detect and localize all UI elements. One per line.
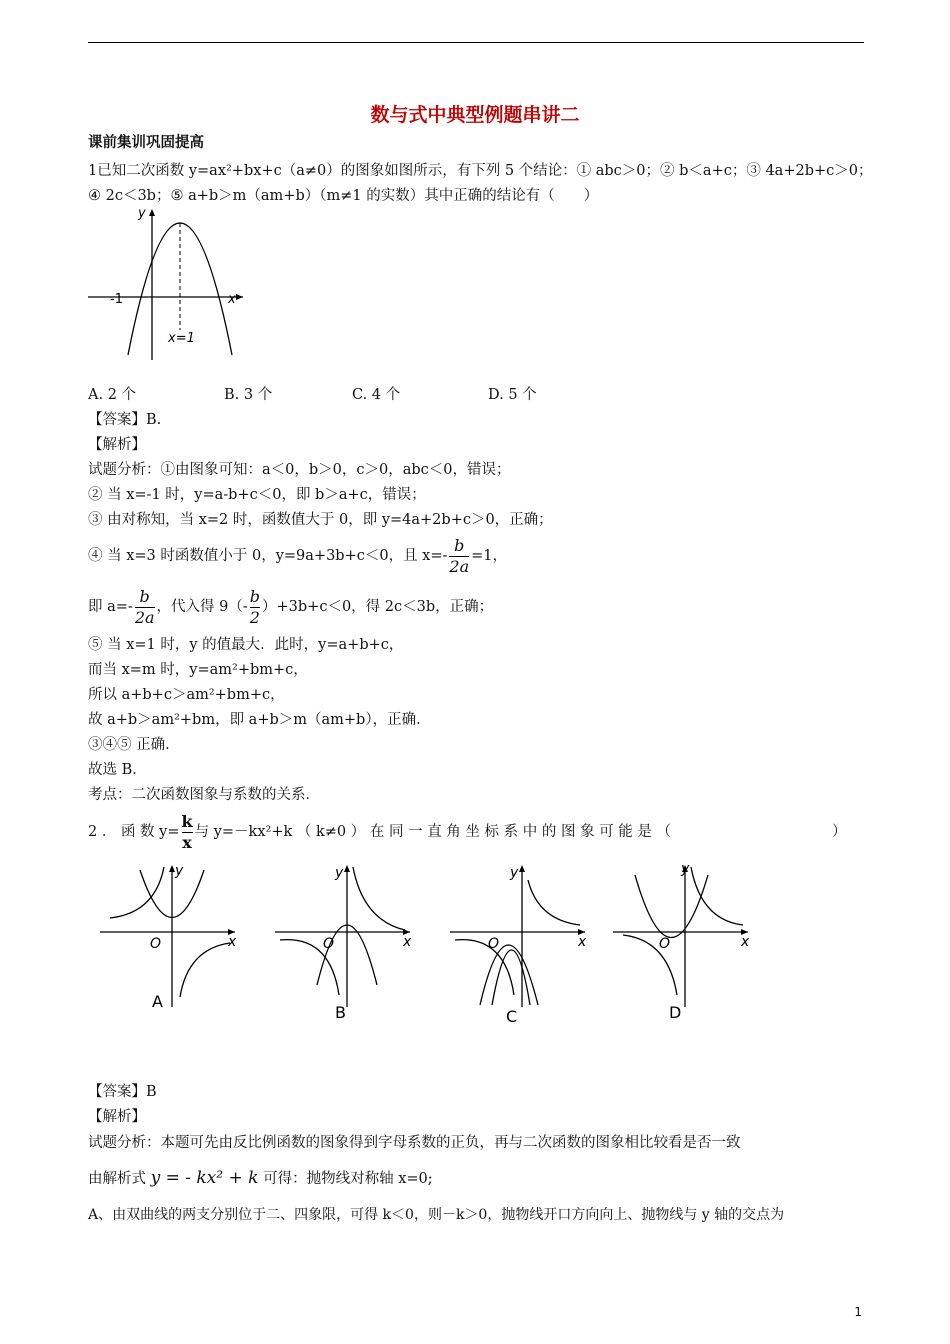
q1-analysis-5-pre: 即 a=- <box>88 599 133 615</box>
q1-option-c[interactable]: C. 4 个 <box>352 387 401 403</box>
frac-num: k <box>181 811 193 831</box>
q1-analysis-4-post: =1， <box>471 548 508 564</box>
axis-x-label: x <box>741 934 750 950</box>
q1-option-b[interactable]: B. 3 个 <box>224 387 273 403</box>
q2-graph-d[interactable] <box>613 861 750 1022</box>
q1-option-a[interactable]: A. 2 个 <box>88 387 137 403</box>
graph-label-b: B <box>335 1003 346 1022</box>
q1-y-label: y <box>138 206 146 221</box>
q1-analysis-7: 而当 x=m 时，y=am²+bm+c， <box>88 662 308 678</box>
frac-den: 2 <box>249 607 260 627</box>
frac-num: b <box>249 586 261 606</box>
q2-graph-a[interactable] <box>100 863 237 1011</box>
origin-label: O <box>488 936 500 952</box>
q2-analysis-2-post: 可得：抛物线对称轴 x=0; <box>263 1171 433 1187</box>
q2-analysis-1: 试题分析：本题可先由反比例函数的图象得到字母系数的正负，再与二次函数的图象相比较看是否一致 <box>88 1135 741 1151</box>
axis-x-label: x <box>403 934 412 950</box>
frac-den: 2a <box>134 607 155 627</box>
fraction-k-over-x <box>182 813 193 852</box>
q1-analysis-5-post: ）+3b+c＜0，得 2c＜3b，正确； <box>262 599 494 615</box>
q1-axis-label: x=1 <box>168 331 195 346</box>
q1-analysis-4-pre: ④ 当 x=3 时函数值小于 0，y=9a+3b+c＜0，且 x=- <box>88 548 448 564</box>
q2-answer: 【答案】B <box>88 1084 157 1100</box>
q1-line1: 1已知二次函数 y=ax²+bx+c（a≠0）的图象如图所示，有下列 5 个结论：① abc＞0；② b＜a+c；③ 4a+2b+c＞0； <box>88 163 873 179</box>
q1-analysis-6: ⑤ 当 x=1 时，y 的值最大．此时，y=a+b+c， <box>88 637 404 653</box>
q1-analysis-9: 故 a+b＞am²+bm，即 a+b＞m（am+b），正确． <box>88 712 431 728</box>
q2-analysis-heading: 【解析】 <box>88 1109 146 1125</box>
origin-label: O <box>323 936 335 952</box>
axis-x-label: x <box>228 934 237 950</box>
q2-analysis-3: A、由双曲线的两支分别位于二、四象限，可得 k＜0，则－k＞0，抛物线开口方向向上、抛物线与 y 轴的交点为 <box>88 1207 785 1223</box>
frac-den: 2a <box>449 556 470 576</box>
q2-stem-post: 与 y=－kx²+k （ k≠0 ） 在 同 一 直 角 坐 标 系 中 的 图 象 可 能 是 （ <box>194 824 672 840</box>
frac-den: x <box>182 832 192 852</box>
q1-analysis-5 <box>88 586 493 628</box>
q1-line2: ④ 2c＜3b；⑤ a+b＞m（am+b）（m≠1 的实数）其中正确的结论有（ ） <box>88 188 599 204</box>
q1-analysis-3: ③ 由对称知，当 x=2 时，函数值大于 0，即 y=4a+2b+c＞0，正确； <box>88 512 553 528</box>
q1-analysis-heading: 【解析】 <box>88 437 146 453</box>
q1-analysis-12: 考点：二次函数图象与系数的关系． <box>88 787 320 803</box>
q1-x-arrow <box>236 294 243 300</box>
q2-graph-options <box>100 855 760 1030</box>
q1-analysis-4 <box>88 535 507 577</box>
q2-analysis-2 <box>88 1168 433 1189</box>
q1-answer: 【答案】B. <box>88 412 162 428</box>
q2-graph-c[interactable] <box>450 865 587 1026</box>
graph-label-c: C <box>506 1007 518 1026</box>
section-heading: 课前集训巩固提高 <box>88 135 204 151</box>
q2-paren-close: ） <box>832 824 847 840</box>
axis-y-label: y <box>510 865 519 881</box>
q2-analysis-2-pre: 由解析式 <box>88 1171 146 1187</box>
axis-y-label: y <box>681 861 690 877</box>
frac-num: b <box>139 586 150 606</box>
q1-options <box>88 385 864 405</box>
frac-num: b <box>454 535 465 555</box>
graph-label-a: A <box>152 992 163 1011</box>
fraction-b-over-2a <box>449 537 469 576</box>
origin-label: O <box>150 936 162 952</box>
q2-stem <box>88 812 864 852</box>
q1-x-label: x <box>228 292 236 307</box>
header-rule <box>88 42 864 43</box>
axis-x-label: x <box>578 934 587 950</box>
q2-formula: y = - kx² + k <box>150 1168 259 1188</box>
q1-analysis-5-mid: ，代入得 9（- <box>156 599 248 615</box>
q1-analysis-1: 试题分析：①由图象可知：a＜0，b＞0，c＞0，abc＜0，错误； <box>88 462 511 478</box>
q1-analysis-11: 故选 B． <box>88 762 147 778</box>
graph-label-d: D <box>669 1003 682 1022</box>
origin-label: O <box>659 936 671 952</box>
page-title: 数与式中典型例题串讲二 <box>370 104 580 126</box>
axis-y-label: y <box>335 865 344 881</box>
q1-parabola-graph <box>88 205 248 365</box>
q1-y-arrow <box>149 209 155 216</box>
fraction-b-over-2 <box>250 588 260 627</box>
q1-analysis-8: 所以 a+b+c＞am²+bm+c， <box>88 687 285 703</box>
q1-analysis-2: ② 当 x=-1 时，y=a-b+c＜0，即 b＞a+c，错误； <box>88 487 426 503</box>
q1-minus-one-label: -1 <box>110 292 123 307</box>
fraction-b-over-2a <box>135 588 155 627</box>
page-number: 1 <box>854 1305 862 1319</box>
q1-option-d[interactable]: D. 5 个 <box>488 387 537 403</box>
q2-graph-b[interactable] <box>275 865 412 1022</box>
q2-stem-pre: 2 ． 函 数 y= <box>88 824 180 840</box>
axis-y-label: y <box>175 863 184 879</box>
q1-analysis-10: ③④⑤ 正确． <box>88 737 180 753</box>
